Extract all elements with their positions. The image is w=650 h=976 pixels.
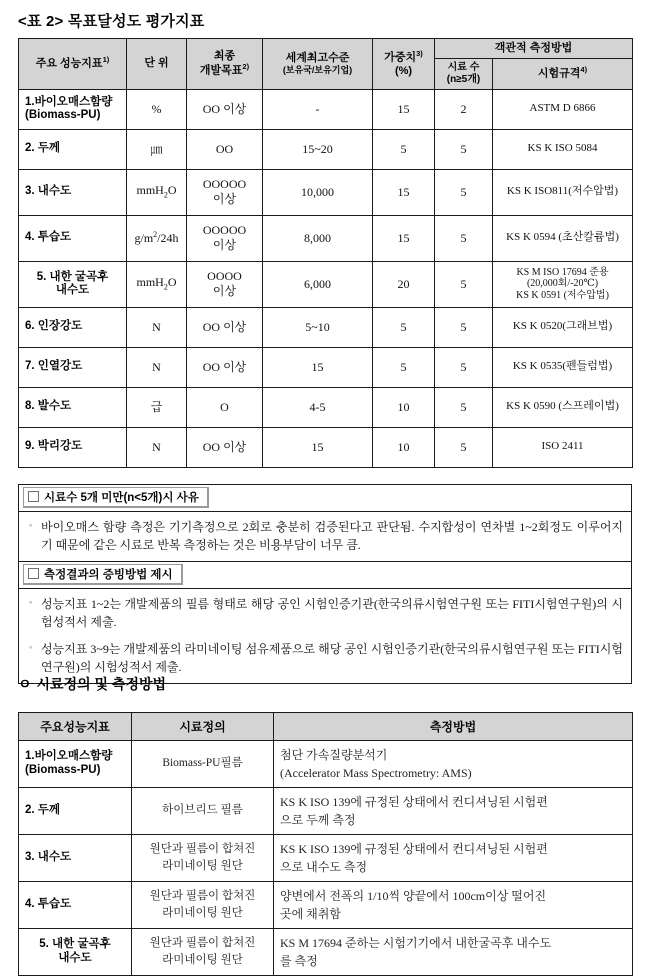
table-row bbox=[19, 89, 633, 129]
row-weight: 5 bbox=[373, 347, 435, 387]
th-unit: 단 위 bbox=[127, 39, 187, 90]
goal-achievement-table bbox=[18, 38, 633, 468]
th-sample-count: 시료 수 (n≥5개) bbox=[435, 58, 493, 89]
row-goal: OO 이상 bbox=[187, 89, 263, 129]
row2-method: KS K ISO 139에 규정된 상태에서 컨디셔닝된 시험편 으로 내수도 측정 bbox=[274, 835, 633, 882]
row-spec: KS K ISO 5084 bbox=[493, 129, 633, 169]
row-goal: OOOOO 이상 bbox=[187, 215, 263, 261]
row-weight: 10 bbox=[373, 427, 435, 467]
row-goal: OO bbox=[187, 129, 263, 169]
list-item: ◦ 성능지표 1~2는 개발제품의 필름 형태로 해당 공인 시험인증기관(한국의류시험연구원 또는 FITI시험연구원)의 시험성적서 제출. bbox=[29, 597, 623, 629]
note-body-sample-reason bbox=[19, 512, 631, 562]
note-chip: 시료수 5개 미만(n<5개)시 사유 bbox=[23, 487, 209, 508]
row-world-best: 6,000 bbox=[263, 261, 373, 307]
row-unit: ㎛ bbox=[127, 129, 187, 169]
section-title-sample-definition: ㅇ 시료정의 및 측정방법 bbox=[18, 676, 167, 692]
checkbox-icon bbox=[28, 491, 39, 502]
row2-indicator: 4. 투습도 bbox=[19, 882, 132, 929]
row-spec: KS M ISO 17694 준용 (20,000회/-20℃) KS K 0591 (저수압법) bbox=[493, 261, 633, 307]
row-samples: 5 bbox=[435, 307, 493, 347]
row-world-best: 5~10 bbox=[263, 307, 373, 347]
circle-bullet-icon: ㅇ bbox=[18, 676, 32, 692]
row-indicator: 6. 인장강도 bbox=[19, 307, 127, 347]
table2-header-row bbox=[19, 713, 633, 741]
row-spec: KS K 0535(펜들럼법) bbox=[493, 347, 633, 387]
row2-definition: 원단과 필름이 합쳐진 라미네이팅 원단 bbox=[132, 882, 274, 929]
row-indicator: 1.바이오매스함량 (Biomass-PU) bbox=[19, 89, 127, 129]
row-spec: KS K 0520(그래브법) bbox=[493, 307, 633, 347]
checkbox-icon bbox=[28, 568, 39, 579]
row-goal: OO 이상 bbox=[187, 307, 263, 347]
row-world-best: 15 bbox=[263, 347, 373, 387]
table-row bbox=[19, 788, 633, 835]
th-indicator: 주요 성능지표$^{1)}$ bbox=[19, 39, 127, 90]
row-unit: $g/m^2/24h$ bbox=[127, 215, 187, 261]
row-unit: % bbox=[127, 89, 187, 129]
row-samples: 5 bbox=[435, 215, 493, 261]
row-spec: KS K ISO811(저수압법) bbox=[493, 169, 633, 215]
row-samples: 5 bbox=[435, 261, 493, 307]
row-unit: mmH$_2$O bbox=[127, 169, 187, 215]
note-body-evidence-method bbox=[19, 589, 631, 683]
table-row bbox=[19, 929, 633, 976]
row-unit: N bbox=[127, 307, 187, 347]
th2-method: 측정방법 bbox=[274, 713, 633, 741]
table-row bbox=[19, 882, 633, 929]
table-row bbox=[19, 169, 633, 215]
row-world-best: - bbox=[263, 89, 373, 129]
table-row bbox=[19, 835, 633, 882]
row2-definition: 원단과 필름이 합쳐진 라미네이팅 원단 bbox=[132, 929, 274, 976]
row-goal: OO 이상 bbox=[187, 347, 263, 387]
row-world-best: 4-5 bbox=[263, 387, 373, 427]
note-chip: 측정결과의 증빙방법 제시 bbox=[23, 564, 183, 585]
row-weight: 10 bbox=[373, 387, 435, 427]
row2-method: 첨단 가속질량분석기 (Accelerator Mass Spectrometry: AMS) bbox=[274, 741, 633, 788]
row-samples: 5 bbox=[435, 427, 493, 467]
row-indicator: 5. 내한 굴곡후 내수도 bbox=[19, 261, 127, 307]
th-world-best: 세계최고수준 (보유국/보유기업) bbox=[263, 39, 373, 90]
table-row bbox=[19, 215, 633, 261]
row2-method: KS K ISO 139에 규정된 상태에서 컨디셔닝된 시험편 으로 두께 측정 bbox=[274, 788, 633, 835]
th-test-standard: 시험규격$^{4)}$ bbox=[493, 58, 633, 89]
row-goal: O bbox=[187, 387, 263, 427]
row2-indicator: 3. 내수도 bbox=[19, 835, 132, 882]
row-indicator: 9. 박리강도 bbox=[19, 427, 127, 467]
th2-definition: 시료정의 bbox=[132, 713, 274, 741]
row-indicator: 3. 내수도 bbox=[19, 169, 127, 215]
row-indicator: 7. 인열강도 bbox=[19, 347, 127, 387]
table-row bbox=[19, 307, 633, 347]
table-row bbox=[19, 387, 633, 427]
row-samples: 5 bbox=[435, 129, 493, 169]
table-row bbox=[19, 129, 633, 169]
row-indicator: 8. 발수도 bbox=[19, 387, 127, 427]
th-weight: 가중치$^{3)}$ (%) bbox=[373, 39, 435, 90]
row2-method: 양변에서 전폭의 1/10씩 양끝에서 100cm이상 떨어진 곳에 채취함 bbox=[274, 882, 633, 929]
note-heading-sample-reason bbox=[19, 485, 631, 512]
note-heading-evidence-method bbox=[19, 562, 631, 589]
row-indicator: 4. 투습도 bbox=[19, 215, 127, 261]
row-unit: N bbox=[127, 427, 187, 467]
list-item: ◦ 성능지표 3~9는 개발제품의 라미네이팅 섬유제품으로 해당 공인 시험인증기관(한국의류시험연구원 또는 FITI시험연구원)의 시험성적서 제출. bbox=[29, 642, 623, 674]
row-unit: 급 bbox=[127, 387, 187, 427]
table1-title: <표 2> 목표달성도 평가지표 bbox=[18, 13, 205, 30]
row-spec: KS K 0594 (초산칼륨법) bbox=[493, 215, 633, 261]
bullet-icon: ◦ bbox=[29, 597, 33, 607]
row-weight: 15 bbox=[373, 215, 435, 261]
row-goal: OOOOO 이상 bbox=[187, 169, 263, 215]
bullet-icon: ◦ bbox=[29, 642, 33, 652]
row-spec: ISO 2411 bbox=[493, 427, 633, 467]
th-final-goal: 최종 개발목표$^{2)}$ bbox=[187, 39, 263, 90]
row-goal: OOOO 이상 bbox=[187, 261, 263, 307]
row2-indicator: 5. 내한 굴곡후 내수도 bbox=[19, 929, 132, 976]
row-unit: N bbox=[127, 347, 187, 387]
row2-indicator: 2. 두께 bbox=[19, 788, 132, 835]
row-unit: mmH$_2$O bbox=[127, 261, 187, 307]
table-row bbox=[19, 347, 633, 387]
row2-indicator: 1.바이오매스함량 (Biomass-PU) bbox=[19, 741, 132, 788]
row-world-best: 10,000 bbox=[263, 169, 373, 215]
row-spec: KS K 0590 (스프레이법) bbox=[493, 387, 633, 427]
row2-definition: 하이브리드 필름 bbox=[132, 788, 274, 835]
row-samples: 5 bbox=[435, 169, 493, 215]
row-weight: 15 bbox=[373, 169, 435, 215]
list-item: ◦ 바이오매스 함량 측정은 기기측정으로 2회로 충분히 검증된다고 판단됨. 수지합성이 연차별 1~2회정도 이루어지기 때문에 같은 시료로 반복 측정하는 것은 비용부담이 너무 큼. bbox=[29, 520, 623, 552]
row2-method: KS M 17694 준하는 시험기기에서 내한굴곡후 내수도 를 측정 bbox=[274, 929, 633, 976]
row-spec: ASTM D 6866 bbox=[493, 89, 633, 129]
row-samples: 2 bbox=[435, 89, 493, 129]
th-objective-method: 객관적 측정방법 bbox=[435, 39, 633, 59]
row-world-best: 8,000 bbox=[263, 215, 373, 261]
row-world-best: 15~20 bbox=[263, 129, 373, 169]
row-weight: 5 bbox=[373, 307, 435, 347]
row-samples: 5 bbox=[435, 387, 493, 427]
table-row bbox=[19, 261, 633, 307]
row-weight: 20 bbox=[373, 261, 435, 307]
row-samples: 5 bbox=[435, 347, 493, 387]
notes-box bbox=[18, 484, 632, 684]
row2-definition: 원단과 필름이 합쳐진 라미네이팅 원단 bbox=[132, 835, 274, 882]
row-weight: 5 bbox=[373, 129, 435, 169]
row2-definition: Biomass-PU필름 bbox=[132, 741, 274, 788]
row-indicator: 2. 두께 bbox=[19, 129, 127, 169]
sample-definition-table bbox=[18, 712, 633, 976]
table1-header-row-1 bbox=[19, 39, 633, 59]
row-world-best: 15 bbox=[263, 427, 373, 467]
bullet-icon: ◦ bbox=[29, 520, 33, 530]
th2-indicator: 주요성능지표 bbox=[19, 713, 132, 741]
row-weight: 15 bbox=[373, 89, 435, 129]
table-row bbox=[19, 741, 633, 788]
row-goal: OO 이상 bbox=[187, 427, 263, 467]
table-row bbox=[19, 427, 633, 467]
